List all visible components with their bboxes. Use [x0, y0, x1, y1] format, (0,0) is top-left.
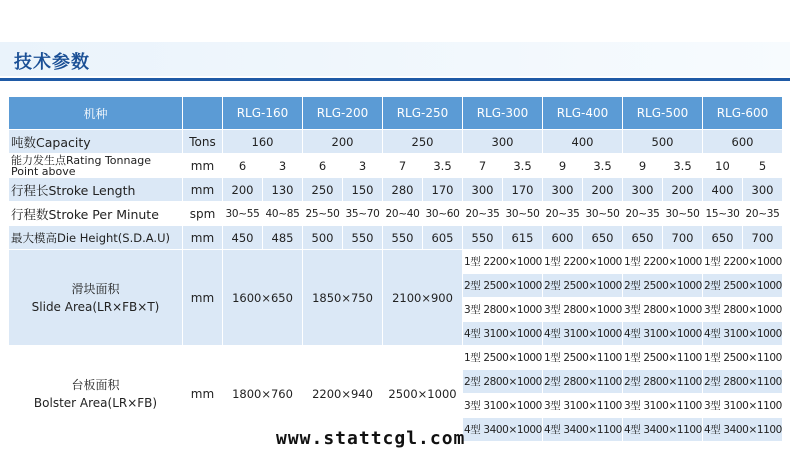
cell: 605 — [423, 226, 463, 250]
rating-row — [9, 154, 783, 178]
cell: 10 — [703, 154, 743, 178]
page-title: 技术参数 — [14, 52, 90, 73]
cell: 650 — [703, 226, 743, 250]
capacity-row — [9, 130, 783, 154]
cell: 3型 3100×1100 — [703, 394, 783, 418]
cell: 300 — [623, 178, 663, 202]
cell: 1型 2200×1000 — [463, 250, 543, 274]
cell: 2型 2800×1100 — [623, 370, 703, 394]
model-header: RLG-400 — [543, 97, 623, 130]
cell: 2型 2500×1000 — [623, 274, 703, 298]
cell: 400 — [703, 178, 743, 202]
model-header: RLG-250 — [383, 97, 463, 130]
row-unit: mm — [183, 226, 223, 250]
title-band — [0, 42, 790, 76]
cell: 1型 2200×1000 — [623, 250, 703, 274]
cell: 1型 2500×1000 — [463, 346, 543, 370]
row-label: 吨数Capacity — [9, 130, 183, 154]
cell: 3型 3100×1000 — [463, 394, 543, 418]
cell: 300 — [743, 178, 783, 202]
bolster-area-label — [9, 346, 183, 442]
stroke-per-minute-row — [9, 202, 783, 226]
cell: 30~55 — [223, 202, 263, 226]
cell: 200 — [303, 130, 383, 154]
cell: 30~60 — [423, 202, 463, 226]
cell: 9 — [543, 154, 583, 178]
cell: 400 — [543, 130, 623, 154]
cell: 130 — [263, 178, 303, 202]
cell: 2100×900 — [383, 250, 463, 346]
cell: 20~40 — [383, 202, 423, 226]
cell: 200 — [223, 178, 263, 202]
cell: 160 — [223, 130, 303, 154]
cell: 20~35 — [623, 202, 663, 226]
row-label: 行程数Stroke Per Minute — [9, 202, 183, 226]
row-label: 最大模高Die Height(S.D.A.U) — [9, 226, 183, 250]
model-header: RLG-300 — [463, 97, 543, 130]
cell: 15~30 — [703, 202, 743, 226]
cell: 1850×750 — [303, 250, 383, 346]
row-unit: mm — [183, 154, 223, 178]
slide-area-label-cn: 滑块面积 — [71, 281, 120, 296]
cell: 2型 2500×1000 — [463, 274, 543, 298]
cell: 450 — [223, 226, 263, 250]
cell: 3型 3100×1100 — [543, 394, 623, 418]
cell: 600 — [703, 130, 783, 154]
cell: 600 — [543, 226, 583, 250]
cell: 2型 2500×1000 — [703, 274, 783, 298]
cell: 2型 2800×1100 — [543, 370, 623, 394]
cell: 1型 2200×1000 — [703, 250, 783, 274]
spec-table — [8, 96, 783, 442]
row-unit: mm — [183, 250, 223, 346]
cell: 300 — [463, 130, 543, 154]
cell: 550 — [463, 226, 503, 250]
slide-area-label-en: Slide Area(LR×FB×T) — [31, 299, 160, 314]
cell: 700 — [663, 226, 703, 250]
cell: 250 — [303, 178, 343, 202]
cell: 7 — [463, 154, 503, 178]
title-rule — [0, 78, 790, 81]
cell: 250 — [383, 130, 463, 154]
bolster-area-label-en: Bolster Area(LR×FB) — [33, 395, 158, 410]
cell: 650 — [583, 226, 623, 250]
cell: 300 — [543, 178, 583, 202]
row-label: 行程长Stroke Length — [9, 178, 183, 202]
cell: 40~85 — [263, 202, 303, 226]
cell: 20~35 — [463, 202, 503, 226]
row-label — [9, 154, 183, 178]
cell: 2200×940 — [303, 346, 383, 442]
cell: 7 — [383, 154, 423, 178]
cell: 150 — [343, 178, 383, 202]
row-unit: mm — [183, 346, 223, 442]
cell: 3.5 — [423, 154, 463, 178]
stroke-length-row — [9, 178, 783, 202]
cell: 30~50 — [503, 202, 543, 226]
cell: 2型 2800×1000 — [463, 370, 543, 394]
cell: 30~50 — [583, 202, 623, 226]
cell: 200 — [663, 178, 703, 202]
cell: 4型 3400×1100 — [623, 418, 703, 442]
cell: 3.5 — [583, 154, 623, 178]
cell: 170 — [503, 178, 543, 202]
cell: 3型 3100×1100 — [623, 394, 703, 418]
cell: 5 — [743, 154, 783, 178]
cell: 1800×760 — [223, 346, 303, 442]
cell: 700 — [743, 226, 783, 250]
cell: 6 — [223, 154, 263, 178]
row-label-line2: Point above — [11, 164, 76, 178]
cell: 3型 2800×1000 — [623, 298, 703, 322]
cell: 1型 2500×1100 — [543, 346, 623, 370]
bolster-area-row — [9, 346, 783, 370]
cell: 4型 3100×1000 — [703, 322, 783, 346]
model-label: 机种 — [9, 97, 183, 130]
cell: 650 — [623, 226, 663, 250]
cell: 4型 3400×1000 — [463, 418, 543, 442]
cell: 3型 2800×1000 — [463, 298, 543, 322]
cell: 2型 2500×1000 — [543, 274, 623, 298]
cell: 485 — [263, 226, 303, 250]
cell: 3型 2800×1000 — [543, 298, 623, 322]
cell: 4型 3100×1000 — [623, 322, 703, 346]
row-unit: mm — [183, 178, 223, 202]
bolster-area-label-cn: 台板面积 — [71, 377, 120, 392]
cell: 6 — [303, 154, 343, 178]
cell: 35~70 — [343, 202, 383, 226]
cell: 550 — [343, 226, 383, 250]
header-row — [9, 97, 783, 130]
model-header: RLG-500 — [623, 97, 703, 130]
cell: 1型 2500×1100 — [703, 346, 783, 370]
cell: 170 — [423, 178, 463, 202]
cell: 3 — [343, 154, 383, 178]
cell: 20~35 — [543, 202, 583, 226]
row-unit: spm — [183, 202, 223, 226]
cell: 3 — [263, 154, 303, 178]
row-label-line1: 能力发生点Rating Tonnage — [11, 153, 151, 167]
model-header: RLG-200 — [303, 97, 383, 130]
die-height-row — [9, 226, 783, 250]
cell: 200 — [583, 178, 623, 202]
cell: 1600×650 — [223, 250, 303, 346]
watermark-url: www.stattcgl.com — [276, 428, 466, 449]
cell: 25~50 — [303, 202, 343, 226]
cell: 280 — [383, 178, 423, 202]
row-unit: Tons — [183, 130, 223, 154]
unit-header — [183, 97, 223, 130]
cell: 500 — [303, 226, 343, 250]
cell: 300 — [463, 178, 503, 202]
slide-area-label — [9, 250, 183, 346]
cell: 3.5 — [503, 154, 543, 178]
cell: 1型 2200×1000 — [543, 250, 623, 274]
cell: 4型 3100×1000 — [463, 322, 543, 346]
cell: 4型 3100×1000 — [543, 322, 623, 346]
cell: 550 — [383, 226, 423, 250]
cell: 3型 2800×1000 — [703, 298, 783, 322]
cell: 4型 3400×1100 — [703, 418, 783, 442]
cell: 20~35 — [743, 202, 783, 226]
model-header: RLG-160 — [223, 97, 303, 130]
cell: 3.5 — [663, 154, 703, 178]
cell: 2500×1000 — [383, 346, 463, 442]
cell: 4型 3400×1100 — [543, 418, 623, 442]
cell: 1型 2500×1100 — [623, 346, 703, 370]
cell: 30~50 — [663, 202, 703, 226]
cell: 615 — [503, 226, 543, 250]
model-header: RLG-600 — [703, 97, 783, 130]
cell: 9 — [623, 154, 663, 178]
cell: 2型 2800×1100 — [703, 370, 783, 394]
slide-area-row — [9, 250, 783, 274]
cell: 500 — [623, 130, 703, 154]
